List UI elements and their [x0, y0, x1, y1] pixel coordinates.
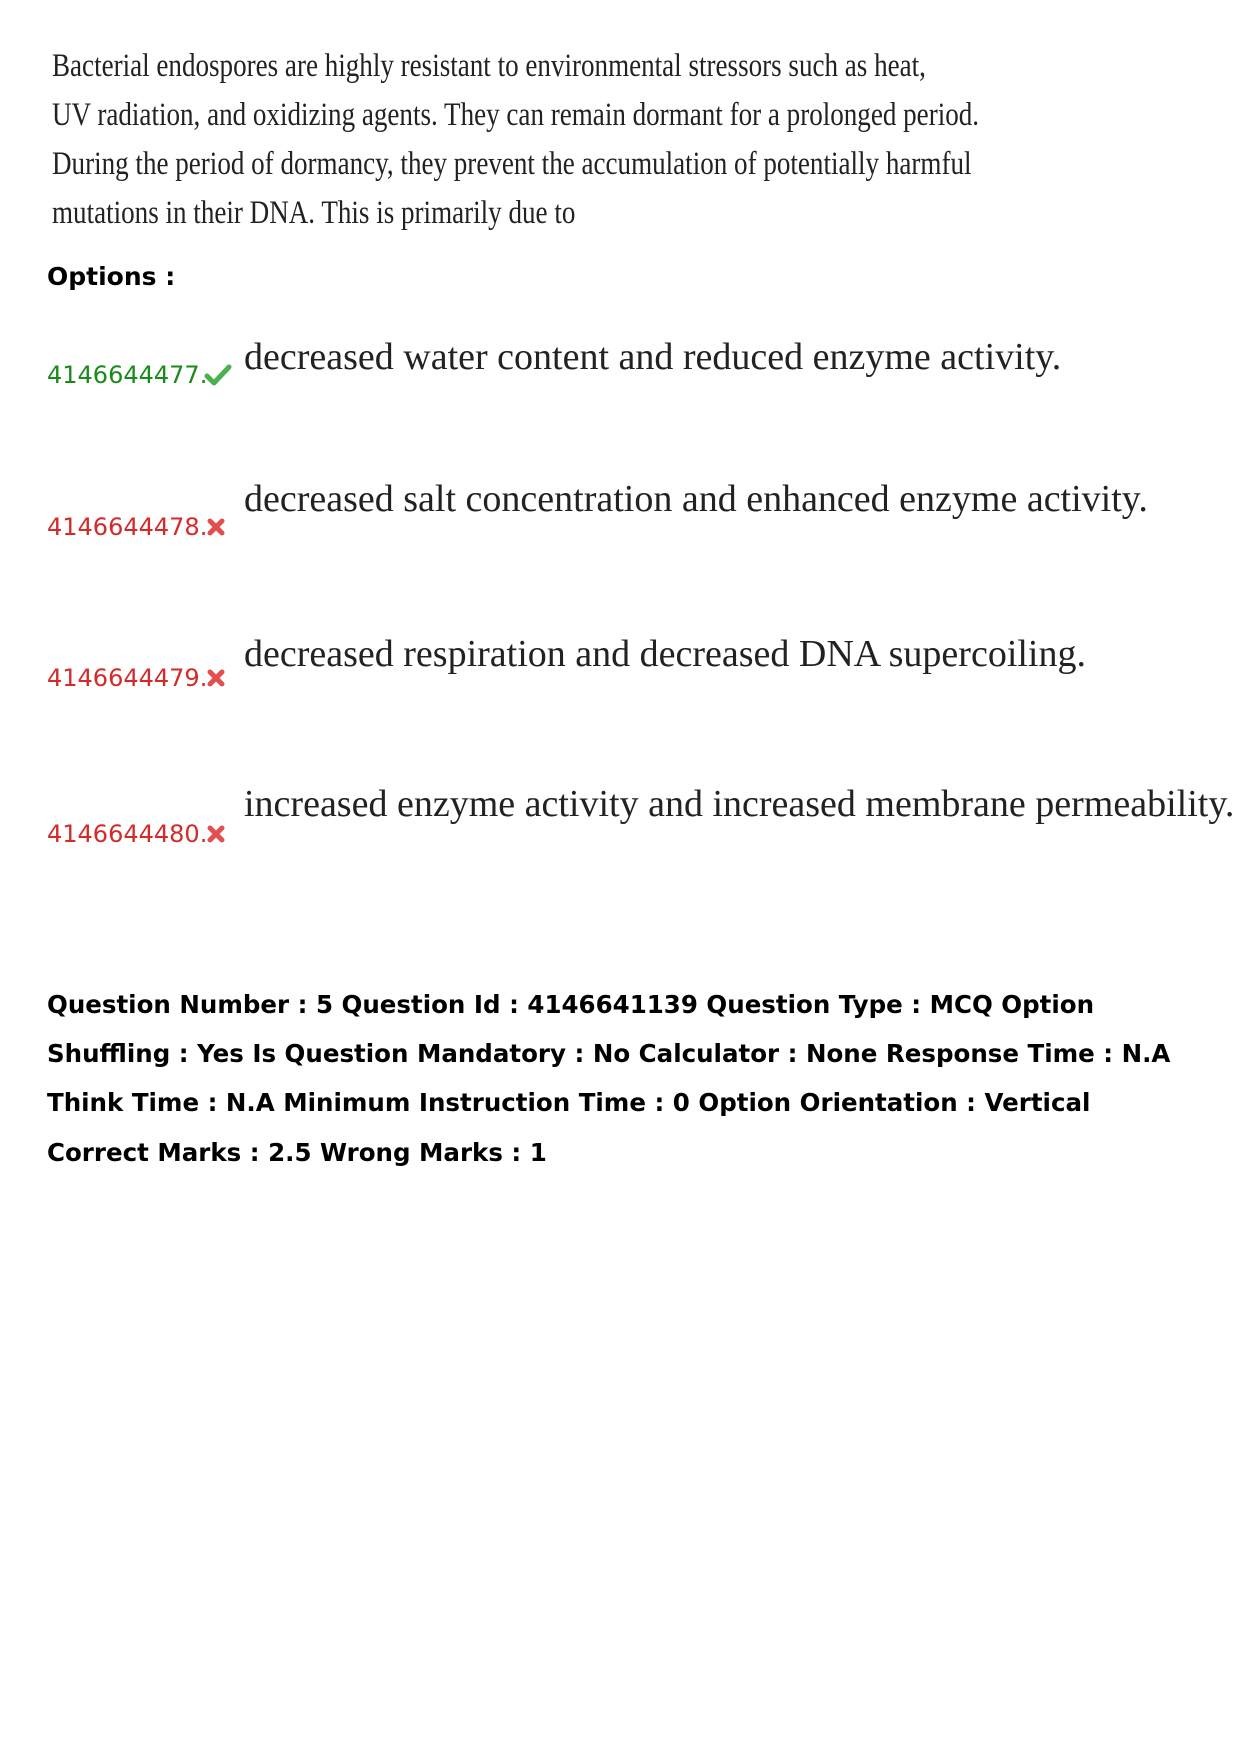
cross-icon [206, 824, 234, 852]
option-1 [0, 335, 1240, 395]
option-3 [0, 632, 1240, 692]
option-id: 4146644478. [47, 513, 208, 541]
option-text: increased enzyme activity and increased membrane permeability. [244, 783, 1235, 825]
option-2 [0, 477, 1240, 541]
option-id: 4146644479. [47, 664, 208, 692]
options-label: Options : [47, 262, 176, 291]
option-id: 4146644477. [47, 361, 208, 389]
question-line: UV radiation, and oxidizing agents. They can remain dormant for a prolonged period. [52, 97, 980, 133]
option-text: decreased water content and reduced enzyme activity. [244, 336, 1062, 378]
cross-icon [206, 517, 234, 545]
cross-icon [206, 668, 234, 696]
question-metadata: Question Number : 5 Question Id : 4146641139 Question Type : MCQ Option Shuffling : Yes Is Question Mandatory : No Calculator : None Response Time : N.A Think Time : N.A Minimum Instruction Time : 0 Option Orientation : Vertical [47, 990, 1171, 1117]
question-text [52, 42, 980, 238]
question-line: Bacterial endospores are highly resistant to environmental stressors such as heat, [52, 48, 926, 84]
option-text: decreased respiration and decreased DNA supercoiling. [244, 633, 1086, 675]
option-4 [0, 782, 1240, 848]
question-line: mutations in their DNA. This is primarily due to [52, 195, 576, 231]
marks-info: Correct Marks : 2.5 Wrong Marks : 1 [47, 1138, 547, 1167]
check-icon [204, 361, 232, 389]
option-id: 4146644480. [47, 820, 208, 848]
option-text: decreased salt concentration and enhanced enzyme activity. [244, 478, 1148, 520]
question-line: During the period of dormancy, they prevent the accumulation of potentially harmful [52, 146, 972, 182]
